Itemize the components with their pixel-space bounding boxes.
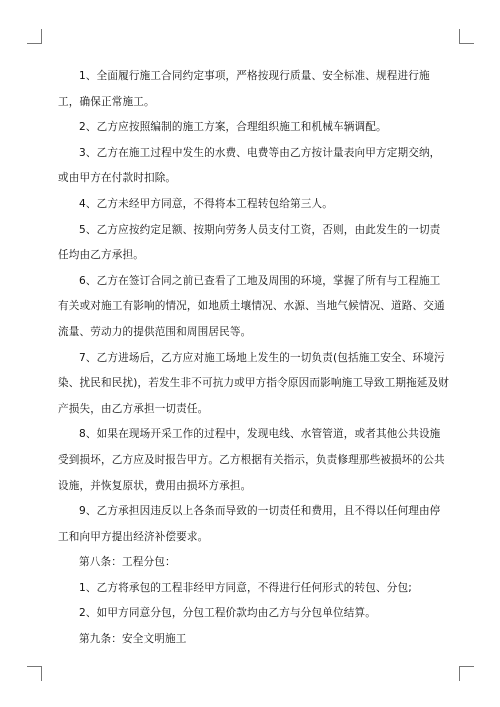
paragraph-clause-4: 4、乙方未经甲方同意，不得将本工程转包给第三人。: [79, 197, 333, 210]
section-heading-article-9: 第九条：安全文明施工: [79, 633, 187, 646]
document-body: [58, 64, 450, 653]
paragraph-clause-7: 7、乙方进场后，乙方应对施工场地上发生的一切负责(包括施工安全、环境污染、扰民和民扰)，若发生非不可抗力或甲方指令原因而影响施工导致工期拖延及财产损失，由乙方承担一切责任。: [58, 351, 450, 415]
paragraph-clause-3: 3、乙方在施工过程中发生的水费、电费等由乙方按计量表向甲方定期交纳，或由甲方在付款时扣除。: [58, 146, 441, 185]
crop-mark-bottom-left: [27, 666, 42, 681]
paragraph-clause-6: 6、乙方在签订合同之前已查看了工地及周围的环境，掌握了所有与工程施工有关或对施工有影响的情况，如地质土壤情况、水源、当地气候情况、道路、交通流量、劳动力的提供范围和周围居民等。: [58, 274, 445, 338]
crop-mark-top-right: [459, 29, 474, 44]
paragraph-clause-8: 8、如果在现场开采工作的过程中，发现电线、水管管道，或者其他公共设施受到损坏，乙方应及时报告甲方。乙方根据有关指示，负责修理那些被损坏的公共设施，并恢复原状，费用由损坏方承担。: [58, 428, 445, 492]
crop-mark-top-left: [27, 29, 42, 44]
paragraph-clause-9: 9、乙方承担因违反以上各条而导致的一切责任和费用，且不得以任何理由停工和向甲方提出经济补偿要求。: [58, 505, 441, 543]
paragraph-subcontract-2: 2、如甲方同意分包，分包工程价款均由乙方与分包单位结算。: [79, 607, 376, 620]
paragraph-clause-2: 2、乙方应按照编制的施工方案，合理组织施工和机械车辆调配。: [79, 121, 387, 134]
paragraph-clause-5: 5、乙方应按约定足额、按期向劳务人员支付工资，否则，由此发生的一切责任均由乙方承担。: [58, 223, 441, 262]
crop-mark-bottom-right: [459, 666, 474, 681]
paragraph-clause-1: 1、全面履行施工合同约定事项，严格按现行质量、安全标准、规程进行施工，确保正常施工。: [58, 70, 430, 108]
paragraph-subcontract-1: 1、乙方将承包的工程非经甲方同意，不得进行任何形式的转包、分包;: [79, 581, 412, 594]
section-heading-article-8: 第八条：工程分包：: [79, 556, 176, 569]
